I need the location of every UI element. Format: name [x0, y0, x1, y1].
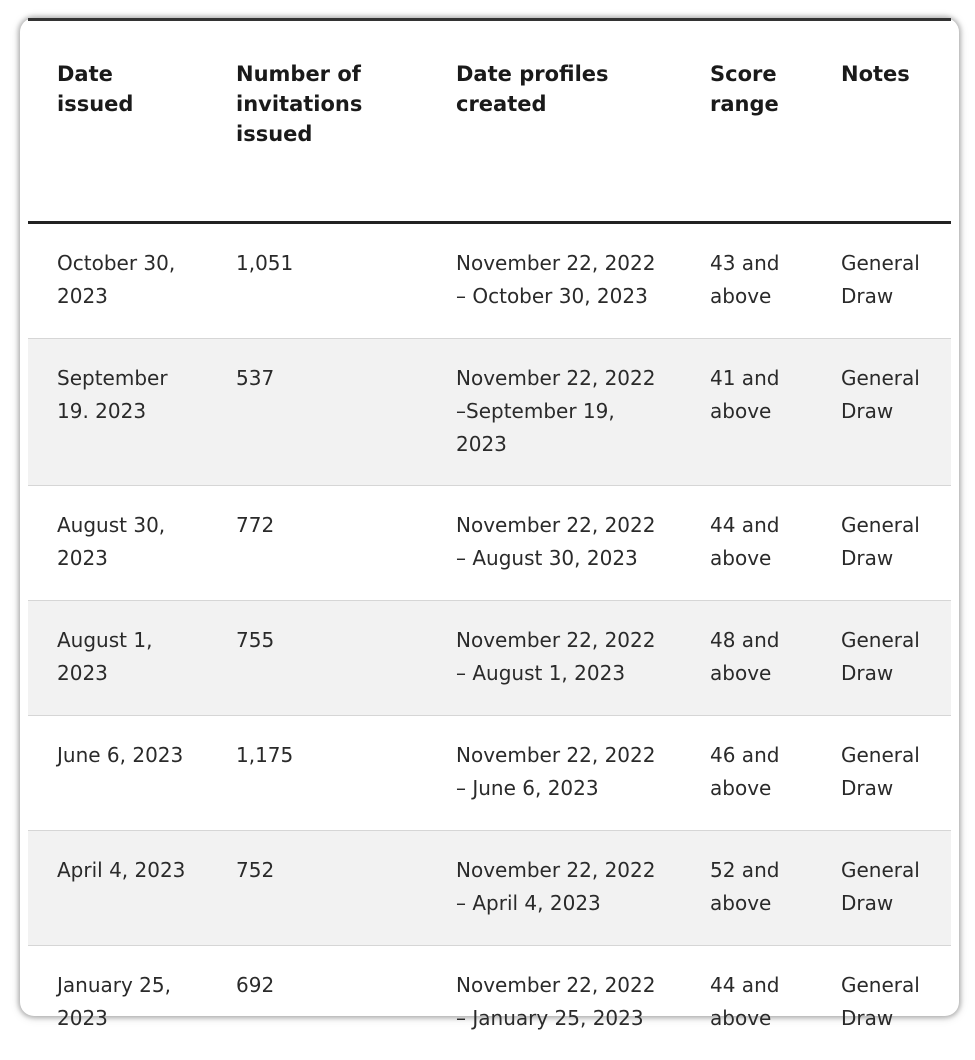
- table-row: [28, 831, 951, 946]
- table-row: [28, 223, 951, 339]
- cell-profiles-created: November 22, 2022 – August 30, 2023: [427, 486, 681, 601]
- header-invitations: Number of invitations issued: [207, 21, 427, 223]
- cell-score-range: 41 and above: [681, 339, 812, 486]
- cell-profiles-created: November 22, 2022 – August 1, 2023: [427, 601, 681, 716]
- cell-invitations: 1,175: [207, 716, 427, 831]
- cell-score-range: 43 and above: [681, 223, 812, 339]
- cell-invitations: 752: [207, 831, 427, 946]
- cell-invitations: 537: [207, 339, 427, 486]
- cell-profiles-created: November 22, 2022 – June 6, 2023: [427, 716, 681, 831]
- cell-notes: General Draw: [812, 601, 951, 716]
- cell-date-issued: September 19. 2023: [28, 339, 207, 486]
- table-row: [28, 716, 951, 831]
- table-row: [28, 601, 951, 716]
- cell-date-issued: June 6, 2023: [28, 716, 207, 831]
- cell-profiles-created: November 22, 2022 – October 30, 2023: [427, 223, 681, 339]
- cell-notes: General Draw: [812, 223, 951, 339]
- header-notes: Notes: [812, 21, 951, 223]
- cell-invitations: 772: [207, 486, 427, 601]
- cell-notes: General Draw: [812, 831, 951, 946]
- cell-score-range: 48 and above: [681, 601, 812, 716]
- cell-notes: General Draw: [812, 339, 951, 486]
- cell-profiles-created: November 22, 2022 –September 19, 2023: [427, 339, 681, 486]
- header-score-range: Score range: [681, 21, 812, 223]
- header-profiles-created: Date profiles created: [427, 21, 681, 223]
- cell-notes: General Draw: [812, 946, 951, 1060]
- cell-score-range: 44 and above: [681, 946, 812, 1060]
- table-card: [20, 18, 959, 1016]
- table-row: [28, 486, 951, 601]
- cell-invitations: 692: [207, 946, 427, 1060]
- cell-notes: General Draw: [812, 486, 951, 601]
- cell-score-range: 46 and above: [681, 716, 812, 831]
- cell-profiles-created: November 22, 2022 – January 25, 2023: [427, 946, 681, 1060]
- cell-profiles-created: November 22, 2022 – April 4, 2023: [427, 831, 681, 946]
- cell-invitations: 755: [207, 601, 427, 716]
- table-row: [28, 946, 951, 1060]
- table-header-row: [28, 21, 951, 223]
- invitations-table: [28, 21, 951, 1060]
- table-row: [28, 339, 951, 486]
- cell-date-issued: August 1, 2023: [28, 601, 207, 716]
- cell-date-issued: January 25, 2023: [28, 946, 207, 1060]
- cell-score-range: 52 and above: [681, 831, 812, 946]
- cell-date-issued: April 4, 2023: [28, 831, 207, 946]
- cell-date-issued: August 30, 2023: [28, 486, 207, 601]
- cell-invitations: 1,051: [207, 223, 427, 339]
- cell-score-range: 44 and above: [681, 486, 812, 601]
- cell-date-issued: October 30, 2023: [28, 223, 207, 339]
- header-date-issued: Date issued: [28, 21, 207, 223]
- cell-notes: General Draw: [812, 716, 951, 831]
